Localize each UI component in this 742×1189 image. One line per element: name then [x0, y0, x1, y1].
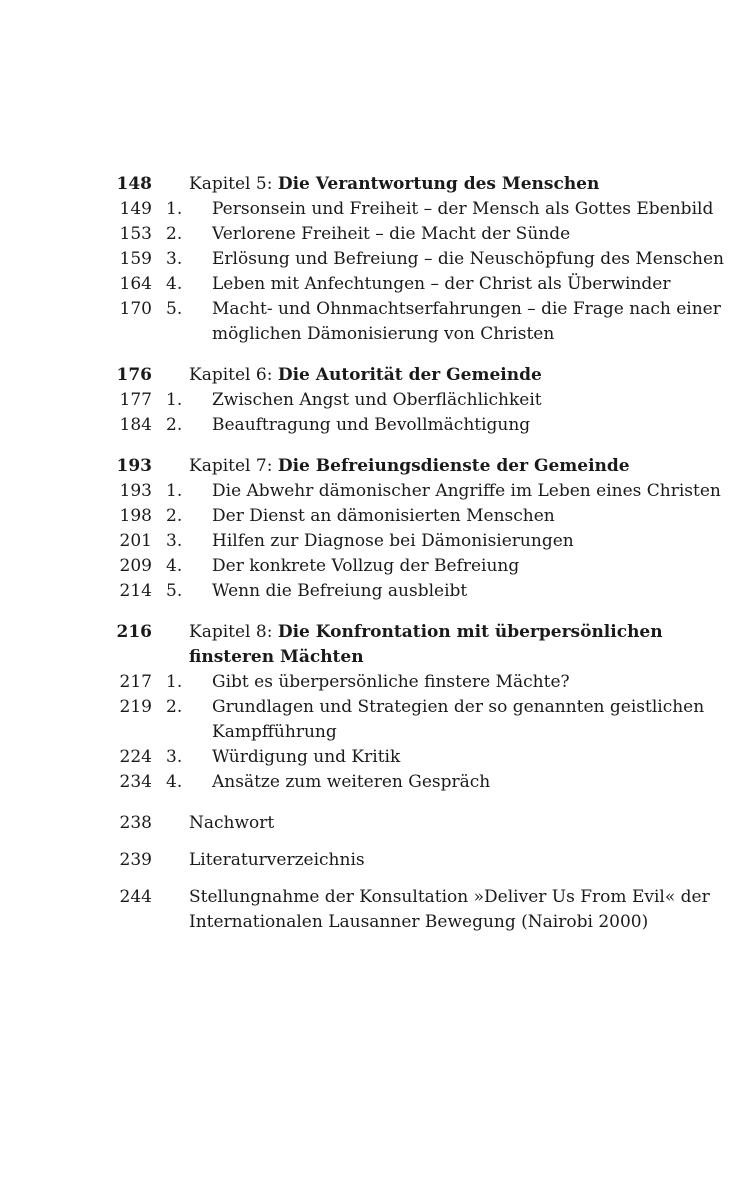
page-number: 149 [119, 199, 152, 219]
section-number: 4. [166, 274, 183, 294]
section-number: 2. [166, 506, 183, 526]
section-title [166, 388, 742, 413]
section-text: Zwischen Angst und Oberflächlichkeit [212, 390, 542, 410]
section-text: Der Dienst an dämonisierten Menschen [212, 506, 555, 526]
section-title [166, 770, 742, 795]
section-title [166, 479, 742, 504]
toc-entry [0, 247, 742, 272]
page-number: 244 [119, 887, 152, 907]
section-number: 2. [166, 697, 183, 717]
section-number: 1. [166, 390, 183, 410]
section-title [166, 247, 742, 272]
page-number: 148 [116, 174, 152, 194]
page-number: 217 [119, 672, 152, 692]
section-number: 4. [166, 772, 183, 792]
page-number: 234 [119, 772, 152, 792]
toc-entry [0, 388, 742, 413]
chapter-6-entry [0, 363, 742, 388]
stellungnahme-entry [0, 885, 742, 935]
toc-entry [0, 297, 742, 347]
spacer [0, 438, 742, 454]
section-number: 4. [166, 556, 183, 576]
page-number: 238 [119, 813, 152, 833]
spacer [0, 836, 742, 848]
page-number: 153 [119, 224, 152, 244]
section-title [166, 222, 742, 247]
section-text: Würdigung und Kritik [212, 747, 401, 767]
section-text: Der konkrete Vollzug der Befreiung [212, 556, 520, 576]
table-of-contents [0, 172, 742, 935]
toc-entry [0, 479, 742, 504]
section-title [166, 554, 742, 579]
toc-entry [0, 695, 742, 745]
section-title [166, 695, 742, 745]
section-text: Hilfen zur Diagnose bei Dämonisierungen [212, 531, 574, 551]
chapter-heading [189, 363, 729, 388]
toc-entry [0, 272, 742, 297]
toc-entry [0, 554, 742, 579]
section-text: Erlösung und Befreiung – die Neuschöpfung des Menschen [212, 249, 725, 269]
page-number: 177 [119, 390, 152, 410]
section-text: Wenn die Befreiung ausbleibt [212, 581, 468, 601]
entry-title: Literaturverzeichnis [189, 850, 365, 870]
chapter-title: Die Befreiungsdienste der Gemeinde [277, 456, 630, 476]
spacer [0, 795, 742, 811]
section-text: Macht- und Ohnmachtserfahrungen – die Frage nach einer möglichen Dämonisierung von Christen [212, 299, 721, 344]
section-number: 5. [166, 581, 183, 601]
page-number: 159 [119, 249, 152, 269]
page-number: 164 [119, 274, 152, 294]
entry-title: Nachwort [189, 813, 275, 833]
spacer [0, 873, 742, 885]
spacer [0, 347, 742, 363]
chapter-prefix: Kapitel 6: [189, 365, 278, 385]
page-number: 214 [119, 581, 152, 601]
page-number: 176 [116, 365, 152, 385]
chapter-prefix: Kapitel 7: [189, 456, 278, 476]
toc-entry [0, 222, 742, 247]
page-number: 201 [119, 531, 152, 551]
section-title [166, 579, 742, 604]
section-text: Verlorene Freiheit – die Macht der Sünde [212, 224, 571, 244]
section-title [166, 745, 742, 770]
section-text: Ansätze zum weiteren Gespräch [212, 772, 491, 792]
chapter-title: Die Autorität der Gemeinde [277, 365, 542, 385]
toc-entry [0, 529, 742, 554]
toc-entry [0, 745, 742, 770]
spacer [0, 604, 742, 620]
chapter-8-entry [0, 620, 742, 670]
section-text: Leben mit Anfechtungen – der Christ als Überwinder [212, 274, 671, 294]
section-title [166, 670, 742, 695]
chapter-5-entry [0, 172, 742, 197]
section-number: 1. [166, 199, 183, 219]
section-number: 2. [166, 224, 183, 244]
section-number: 1. [166, 481, 183, 501]
toc-entry [0, 770, 742, 795]
chapter-prefix: Kapitel 8: [189, 622, 278, 642]
chapter-heading [189, 620, 729, 670]
nachwort-entry [0, 811, 742, 836]
toc-entry [0, 670, 742, 695]
page-number: 193 [119, 481, 152, 501]
section-title [166, 297, 742, 347]
section-text: Personsein und Freiheit – der Mensch als Gottes Ebenbild [212, 199, 714, 219]
section-title [166, 504, 742, 529]
section-number: 3. [166, 747, 183, 767]
page-number: 219 [119, 697, 152, 717]
page-number: 198 [119, 506, 152, 526]
page-number: 184 [119, 415, 152, 435]
page-number: 224 [119, 747, 152, 767]
page-number: 239 [119, 850, 152, 870]
toc-entry [0, 197, 742, 222]
chapter-title: Die Konfrontation mit überpersönlichen finsteren Mächten [189, 622, 663, 667]
section-title [166, 413, 742, 438]
toc-entry [0, 579, 742, 604]
section-text: Die Abwehr dämonischer Angriffe im Leben eines Christen [212, 481, 721, 501]
section-number: 5. [166, 299, 183, 319]
literaturverzeichnis-entry [0, 848, 742, 873]
page-number: 216 [116, 622, 152, 642]
page-number: 170 [119, 299, 152, 319]
section-title [166, 529, 742, 554]
toc-entry [0, 413, 742, 438]
section-number: 2. [166, 415, 183, 435]
section-text: Gibt es überpersönliche finstere Mächte? [212, 672, 570, 692]
page-number: 209 [119, 556, 152, 576]
chapter-title: Die Verantwortung des Menschen [277, 174, 600, 194]
chapter-heading [189, 172, 729, 197]
toc-entry [0, 504, 742, 529]
section-number: 3. [166, 249, 183, 269]
section-text: Beauftragung und Bevollmächtigung [212, 415, 531, 435]
section-title [166, 272, 742, 297]
section-number: 1. [166, 672, 183, 692]
entry-title: Stellungnahme der Konsultation »Deliver Us From Evil« der Internationalen Lausanner Bewegung (Nairobi 2000) [189, 887, 710, 932]
section-number: 3. [166, 531, 183, 551]
chapter-7-entry [0, 454, 742, 479]
page-number: 193 [116, 456, 152, 476]
chapter-heading [189, 454, 729, 479]
chapter-prefix: Kapitel 5: [189, 174, 278, 194]
section-title [166, 197, 742, 222]
section-text: Grundlagen und Strategien der so genannten geistlichen Kampfführung [212, 697, 705, 742]
